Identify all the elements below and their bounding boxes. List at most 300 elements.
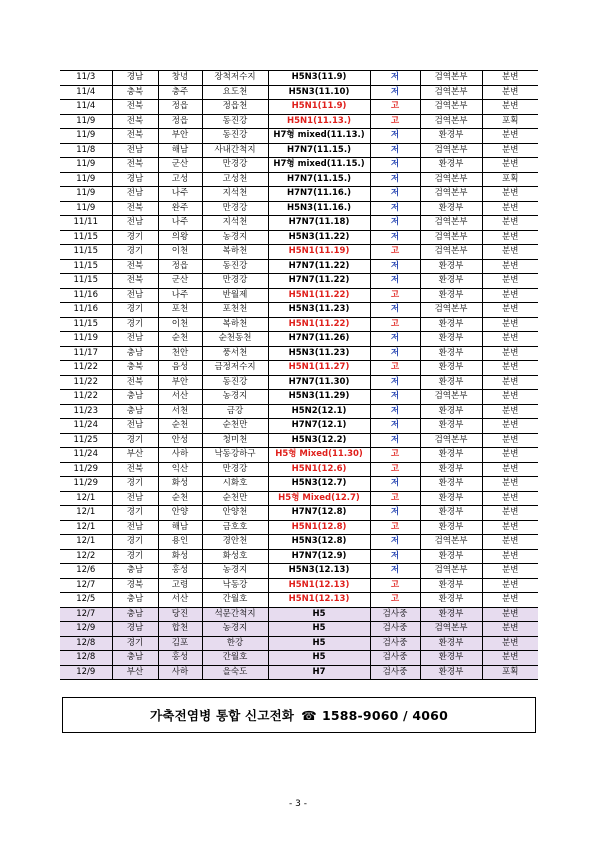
cell-site: 한강 [202,636,268,651]
cell-strain: H5N3(12.2) [268,433,370,448]
cell-site: 요도천 [202,85,268,100]
cell-path: 저 [370,85,420,100]
cell-date: 11/19 [60,332,112,347]
cell-site: 낙동강 [202,578,268,593]
cell-path: 고 [370,448,420,463]
cell-path: 검사중 [370,636,420,651]
table-row [60,593,538,608]
cell-strain: H7N7(11.15.) [268,143,370,158]
cell-site: 만경강 [202,158,268,173]
cell-lab: 환경부 [420,332,482,347]
cell-city: 홍성 [158,564,202,579]
table-row [60,404,538,419]
cell-city: 완주 [158,201,202,216]
cell-city: 합천 [158,622,202,637]
cell-province: 전남 [112,143,158,158]
cell-city: 서산 [158,390,202,405]
cell-strain: H7N7(11.16.) [268,187,370,202]
cell-city: 나주 [158,187,202,202]
cell-city: 김포 [158,636,202,651]
table-row [60,114,538,129]
cell-province: 전남 [112,419,158,434]
cell-date: 11/22 [60,375,112,390]
cell-strain: H5 [268,622,370,637]
cell-path: 저 [370,404,420,419]
cell-province: 경북 [112,578,158,593]
cell-site: 반월제 [202,288,268,303]
cell-city: 고성 [158,172,202,187]
cell-city: 용인 [158,535,202,550]
cell-sample: 분변 [482,622,538,637]
cell-lab: 환경부 [420,477,482,492]
cell-date: 12/1 [60,491,112,506]
cell-city: 안양 [158,506,202,521]
cell-lab: 검역본부 [420,230,482,245]
cell-date: 11/29 [60,462,112,477]
table-row [60,636,538,651]
cell-site: 만경강 [202,201,268,216]
cell-site: 동진강 [202,114,268,129]
cell-lab: 환경부 [420,317,482,332]
table-row [60,230,538,245]
cell-date: 12/8 [60,636,112,651]
table-row [60,303,538,318]
cell-lab: 검역본부 [420,622,482,637]
cell-strain: H5N3(11.23) [268,346,370,361]
cell-city: 정읍 [158,100,202,115]
cell-province: 전남 [112,216,158,231]
table-row [60,346,538,361]
cell-date: 12/5 [60,593,112,608]
table-row [60,158,538,173]
cell-path: 저 [370,172,420,187]
cell-lab: 환경부 [420,404,482,419]
cell-city: 의왕 [158,230,202,245]
cell-lab: 환경부 [420,607,482,622]
cell-city: 군산 [158,274,202,289]
cell-site: 농경지 [202,390,268,405]
cell-lab: 검역본부 [420,245,482,260]
cell-date: 11/4 [60,85,112,100]
cell-province: 충북 [112,361,158,376]
cell-site: 만경강 [202,462,268,477]
cell-path: 고 [370,578,420,593]
cell-sample: 분변 [482,100,538,115]
cell-city: 충주 [158,85,202,100]
cell-path: 저 [370,158,420,173]
cell-date: 11/15 [60,259,112,274]
table-row [60,71,538,86]
cell-site: 장척저수지 [202,71,268,86]
cell-strain: H5N3(11.29) [268,390,370,405]
cell-province: 경기 [112,477,158,492]
cell-date: 12/8 [60,651,112,666]
cell-site: 농경지 [202,564,268,579]
table-row [60,274,538,289]
cell-strain: H5 [268,636,370,651]
table-row [60,651,538,666]
cell-path: 고 [370,462,420,477]
cell-site: 순천만 [202,419,268,434]
cell-sample: 분변 [482,332,538,347]
cell-city: 사하 [158,448,202,463]
cell-lab: 환경부 [420,346,482,361]
cell-path: 고 [370,520,420,535]
cell-province: 전북 [112,462,158,477]
cell-sample: 분변 [482,520,538,535]
cell-lab: 환경부 [420,462,482,477]
cell-site: 경안천 [202,535,268,550]
cell-lab: 환경부 [420,201,482,216]
table-row [60,419,538,434]
cell-province: 경기 [112,636,158,651]
cell-site: 안양천 [202,506,268,521]
cell-province: 경기 [112,317,158,332]
cell-path: 고 [370,288,420,303]
cell-strain: H5N3(11.9) [268,71,370,86]
cell-city: 서산 [158,593,202,608]
cell-path: 저 [370,433,420,448]
cell-sample: 분변 [482,535,538,550]
hotline-box [62,697,536,733]
table-row [60,520,538,535]
cell-sample: 분변 [482,274,538,289]
cell-date: 11/9 [60,114,112,129]
cell-lab: 환경부 [420,578,482,593]
cell-site: 청미천 [202,433,268,448]
cell-province: 경기 [112,535,158,550]
cell-site: 만경강 [202,274,268,289]
cell-path: 저 [370,419,420,434]
cell-path: 검사중 [370,622,420,637]
cell-lab: 환경부 [420,506,482,521]
cell-site: 지석천 [202,216,268,231]
cell-path: 저 [370,259,420,274]
cell-sample: 분변 [482,390,538,405]
cell-date: 11/9 [60,187,112,202]
hotline-label: 가축전염병 통합 신고전화 [150,708,295,723]
cell-city: 서천 [158,404,202,419]
cell-sample: 분변 [482,578,538,593]
cell-lab: 환경부 [420,636,482,651]
cell-lab: 검역본부 [420,216,482,231]
cell-strain: H5N1(12.13) [268,593,370,608]
cell-province: 경기 [112,230,158,245]
cell-lab: 검역본부 [420,564,482,579]
table-row [60,491,538,506]
cell-sample: 분변 [482,158,538,173]
cell-path: 고 [370,317,420,332]
cell-site: 고성천 [202,172,268,187]
cell-city: 안성 [158,433,202,448]
cell-sample: 분변 [482,433,538,448]
table-row [60,317,538,332]
cell-path: 저 [370,230,420,245]
cell-strain: H7N7(11.15.) [268,172,370,187]
cell-sample: 분변 [482,448,538,463]
table-row [60,564,538,579]
cell-date: 11/17 [60,346,112,361]
cell-sample: 분변 [482,71,538,86]
cell-strain: H5N3(12.13) [268,564,370,579]
cell-strain: H5N1(11.19) [268,245,370,260]
cell-strain: H5N1(11.27) [268,361,370,376]
table-row [60,462,538,477]
cell-city: 정읍 [158,114,202,129]
cell-province: 충북 [112,85,158,100]
cell-lab: 검역본부 [420,100,482,115]
table-row [60,665,538,680]
cell-date: 11/16 [60,303,112,318]
cell-strain: H5N3(11.16.) [268,201,370,216]
cell-city: 창녕 [158,71,202,86]
cell-city: 나주 [158,288,202,303]
cell-sample: 분변 [482,317,538,332]
cell-site: 복하천 [202,317,268,332]
table-row [60,216,538,231]
cell-lab: 환경부 [420,448,482,463]
cell-lab: 검역본부 [420,433,482,448]
cell-path: 검사중 [370,665,420,680]
cell-province: 충남 [112,390,158,405]
table-row [60,448,538,463]
cell-lab: 환경부 [420,158,482,173]
cell-site: 지석천 [202,187,268,202]
cell-strain: H5형 Mixed(12.7) [268,491,370,506]
cell-path: 저 [370,535,420,550]
cell-province: 전북 [112,129,158,144]
table-row [60,245,538,260]
cell-strain: H5N3(11.10) [268,85,370,100]
cell-site: 농경지 [202,622,268,637]
cell-path: 저 [370,303,420,318]
cell-lab: 검역본부 [420,114,482,129]
cell-sample: 분변 [482,477,538,492]
cell-date: 11/9 [60,158,112,173]
cell-lab: 환경부 [420,375,482,390]
cell-strain: H7N7(11.22) [268,259,370,274]
cell-sample: 포획 [482,665,538,680]
cell-sample: 포획 [482,172,538,187]
cell-city: 천안 [158,346,202,361]
cell-path: 고 [370,114,420,129]
cell-province: 충남 [112,607,158,622]
cell-path: 고 [370,100,420,115]
cell-strain: H5N2(12.1) [268,404,370,419]
cell-site: 간월호 [202,651,268,666]
table-row [60,201,538,216]
cell-date: 11/25 [60,433,112,448]
cell-date: 11/16 [60,288,112,303]
cell-lab: 환경부 [420,129,482,144]
table-row [60,477,538,492]
cell-lab: 환경부 [420,259,482,274]
cell-date: 12/1 [60,520,112,535]
table-row [60,622,538,637]
cell-site: 복하천 [202,245,268,260]
cell-sample: 분변 [482,216,538,231]
cell-province: 부산 [112,665,158,680]
table-row [60,549,538,564]
cell-site: 금정저수지 [202,361,268,376]
cell-strain: H5형 Mixed(11.30) [268,448,370,463]
cell-strain: H7형 mixed(11.13.) [268,129,370,144]
cell-strain: H5N1(11.13.) [268,114,370,129]
cell-sample: 분변 [482,419,538,434]
cell-province: 전북 [112,158,158,173]
cell-date: 11/15 [60,245,112,260]
cell-date: 11/15 [60,317,112,332]
cell-lab: 환경부 [420,274,482,289]
cell-path: 고 [370,593,420,608]
cell-strain: H5N3(12.8) [268,535,370,550]
cell-city: 정읍 [158,259,202,274]
cell-city: 군산 [158,158,202,173]
cell-lab: 검역본부 [420,71,482,86]
cell-path: 검사중 [370,607,420,622]
cell-city: 부안 [158,129,202,144]
table-row [60,187,538,202]
cell-site: 간월호 [202,593,268,608]
cell-province: 경기 [112,303,158,318]
cell-sample: 분변 [482,187,538,202]
cell-province: 경남 [112,622,158,637]
cell-sample: 분변 [482,564,538,579]
cell-province: 전북 [112,259,158,274]
cell-lab: 환경부 [420,361,482,376]
cell-date: 11/8 [60,143,112,158]
cell-sample: 분변 [482,201,538,216]
cell-strain: H7 [268,665,370,680]
cell-city: 순천 [158,419,202,434]
cell-date: 12/6 [60,564,112,579]
cell-sample: 분변 [482,506,538,521]
cell-site: 포천천 [202,303,268,318]
cell-sample: 분변 [482,549,538,564]
cell-strain: H5N3(11.23) [268,303,370,318]
table-row [60,361,538,376]
cell-sample: 분변 [482,404,538,419]
cell-path: 저 [370,346,420,361]
cell-province: 충남 [112,346,158,361]
cell-date: 11/22 [60,361,112,376]
cell-city: 해남 [158,520,202,535]
cell-sample: 분변 [482,375,538,390]
cell-province: 전북 [112,100,158,115]
cell-strain: H5N1(11.22) [268,288,370,303]
cell-path: 저 [370,506,420,521]
cell-path: 저 [370,201,420,216]
cell-path: 저 [370,71,420,86]
cell-strain: H7N7(11.22) [268,274,370,289]
cell-province: 충남 [112,593,158,608]
cell-date: 11/9 [60,201,112,216]
table-row [60,100,538,115]
cell-site: 순천동천 [202,332,268,347]
cell-city: 당진 [158,607,202,622]
phone-icon: ☎ [301,707,317,723]
table-row [60,375,538,390]
cell-strain: H7N7(11.26) [268,332,370,347]
cell-strain: H5N1(11.22) [268,317,370,332]
table-row [60,506,538,521]
table-row [60,607,538,622]
cell-strain: H7N7(12.8) [268,506,370,521]
cell-lab: 검역본부 [420,390,482,405]
cell-sample: 분변 [482,230,538,245]
cell-path: 저 [370,216,420,231]
cell-lab: 검역본부 [420,303,482,318]
cell-strain: H7N7(12.1) [268,419,370,434]
avian-influenza-detection-table [60,70,538,680]
cell-date: 12/9 [60,622,112,637]
table-row [60,433,538,448]
cell-strain: H7형 mixed(11.15.) [268,158,370,173]
cell-sample: 분변 [482,129,538,144]
table-row [60,129,538,144]
cell-province: 부산 [112,448,158,463]
cell-province: 전남 [112,332,158,347]
cell-lab: 환경부 [420,549,482,564]
cell-path: 저 [370,187,420,202]
cell-sample: 분변 [482,245,538,260]
cell-lab: 환경부 [420,419,482,434]
cell-lab: 검역본부 [420,187,482,202]
cell-path: 저 [370,375,420,390]
cell-path: 저 [370,274,420,289]
cell-date: 11/4 [60,100,112,115]
cell-province: 경기 [112,245,158,260]
cell-province: 전남 [112,491,158,506]
cell-province: 경남 [112,71,158,86]
cell-date: 12/1 [60,535,112,550]
table-row [60,390,538,405]
cell-lab: 검역본부 [420,143,482,158]
cell-date: 11/22 [60,390,112,405]
cell-date: 12/7 [60,578,112,593]
cell-strain: H7N7(12.9) [268,549,370,564]
cell-date: 11/11 [60,216,112,231]
cell-sample: 분변 [482,491,538,506]
cell-site: 금강 [202,404,268,419]
cell-site: 정읍천 [202,100,268,115]
cell-date: 11/9 [60,172,112,187]
cell-date: 11/23 [60,404,112,419]
cell-province: 전북 [112,274,158,289]
cell-lab: 환경부 [420,288,482,303]
cell-sample: 분변 [482,636,538,651]
cell-site: 낙동강하구 [202,448,268,463]
cell-strain: H5N1(12.13) [268,578,370,593]
cell-province: 경기 [112,549,158,564]
cell-path: 저 [370,477,420,492]
cell-sample: 분변 [482,607,538,622]
cell-site: 화성호 [202,549,268,564]
cell-sample: 포획 [482,114,538,129]
cell-strain: H7N7(11.30) [268,375,370,390]
cell-site: 사내간척지 [202,143,268,158]
cell-strain: H5N3(11.22) [268,230,370,245]
cell-city: 익산 [158,462,202,477]
table-row [60,288,538,303]
cell-strain: H5 [268,651,370,666]
cell-path: 고 [370,361,420,376]
cell-lab: 환경부 [420,651,482,666]
cell-path: 고 [370,491,420,506]
cell-date: 12/9 [60,665,112,680]
cell-date: 11/9 [60,129,112,144]
cell-site: 농경지 [202,230,268,245]
